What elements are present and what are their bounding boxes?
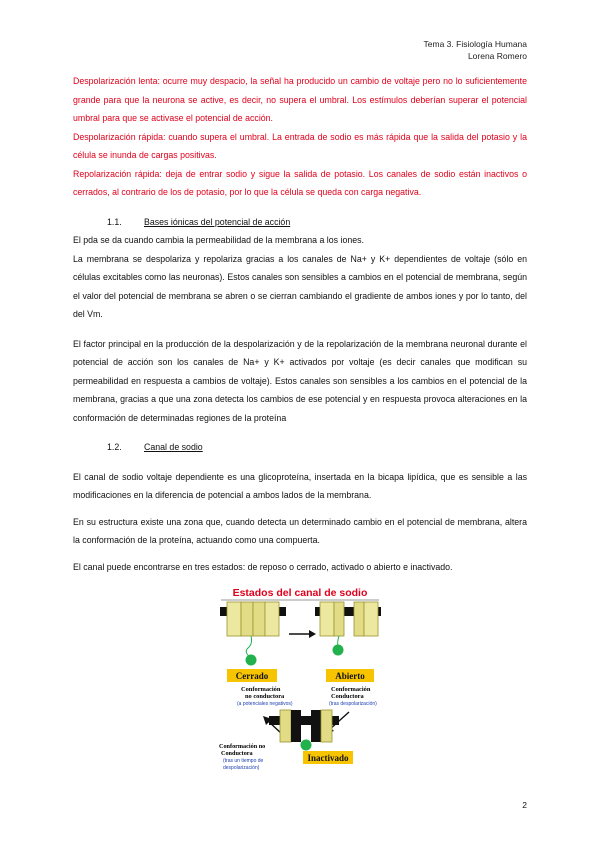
- channel-subunit: [241, 602, 253, 636]
- paragraph-slow-depolarization: Despolarización lenta: ocurre muy despacio, la señal ha producido un cambio de voltaje pero no lo suficientemente grande para que la neurona se active, es decir, no supera el umbral. Los estímulos deberían superar el potencial umbral para que se activase el potencial de acción.: [73, 76, 527, 123]
- inactive-desc-1: Conformación no: [219, 743, 266, 750]
- paragraph-fast-depolarization: Despolarización rápida: cuando supera el umbral. La entrada de sodio es más rápida que la salida del potasio y la célula se inunda de cargas positivas.: [73, 131, 527, 160]
- paragraph-pda: El pda se da cuando cambia la permeabilidad de la membrana a los iones.: [73, 235, 364, 245]
- gate-tether: [246, 636, 251, 656]
- channel-subunit: [280, 710, 291, 742]
- section-title: Canal de sodio: [144, 442, 203, 452]
- page-header: [424, 38, 527, 62]
- closed-desc-1: Conformación: [241, 686, 281, 693]
- gate-ball: [246, 655, 257, 666]
- inactive-label-box: [303, 751, 353, 764]
- paragraph-fast-repolarization: Repolarización rápida: deja de entrar sodio y sigue la salida de potasio. Los canales de sodio están inactivos o cerrados, al contrario de los de potasio, por lo que la célula se queda con carga negativa.: [73, 168, 527, 197]
- paragraph-sodium-channel: El canal de sodio voltaje dependiente es una glicoproteína, insertada en la bicapa lipídica, que es sensible a las modificaciones en la diferencia de potencial a ambos lados de la membrana.: [73, 471, 527, 500]
- closed-channel: [220, 602, 286, 666]
- channel-subunit-dark: [311, 710, 321, 742]
- gate-tether: [338, 636, 339, 646]
- open-note: (tras despolarización): [329, 701, 377, 707]
- open-channel: [315, 602, 381, 656]
- inactive-channel: [269, 710, 339, 751]
- section-title: Bases iónicas del potencial de acción: [144, 216, 291, 227]
- page-number: 2: [522, 800, 527, 810]
- header-author: Lorena Romero: [467, 51, 527, 61]
- closed-label: Cerrado: [235, 671, 269, 681]
- closed-desc-2: no conductora: [245, 693, 285, 700]
- section-heading-1-2: [73, 438, 527, 457]
- channel-subunit: [364, 602, 378, 636]
- channel-subunit: [321, 710, 332, 742]
- paragraph-main-factor: El factor principal en la producción de la despolarización y de la repolarización de la membrana neuronal durante el potencial de acción son los canales de Na+ y K+ activados por voltaje (es decir canales que modifican su permeabilidad en respuesta a cambios de voltaje). Estos canales son sensibles a los cambios en el potencial de la membrana, gracias a que una zona detecta los cambios de ese potencial y en respuesta provoca alteraciones en la conformación de determinadas regiones de la proteína: [73, 338, 527, 423]
- header-course: Tema 3. Fisiología Humana: [423, 39, 527, 49]
- channel-subunit: [334, 602, 344, 636]
- paragraph-three-states: El canal puede encontrarse en tres estados: de reposo o cerrado, activado o abierto e inactivado.: [73, 561, 453, 572]
- sodium-channel-figure: [217, 584, 383, 776]
- inactive-note-1: (tras un tiempo de: [223, 758, 264, 764]
- channel-subunit: [265, 602, 279, 636]
- gate-ball: [301, 740, 312, 751]
- closed-note: (a potenciales negativos): [237, 701, 293, 707]
- section-heading-1-1: [73, 213, 527, 232]
- inactive-label: Inactivado: [307, 753, 349, 763]
- section-number: 1.1.: [107, 216, 122, 227]
- inactive-note-2: despolarización): [223, 765, 260, 771]
- channel-subunit: [253, 602, 265, 636]
- figure-title: Estados del canal de sodio: [232, 587, 368, 599]
- channel-subunit: [320, 602, 334, 636]
- open-label-box: [326, 669, 374, 682]
- inactive-desc-2: Conductora: [221, 750, 253, 757]
- gate-ball: [333, 645, 344, 656]
- channel-subunit-dark: [291, 710, 301, 742]
- closed-label-box: [227, 669, 277, 682]
- open-desc-2: Conductora: [331, 693, 364, 700]
- open-label: Abierto: [335, 671, 365, 681]
- open-desc-1: Conformación: [331, 686, 371, 693]
- section-number: 1.2.: [107, 442, 122, 452]
- paragraph-membrane-channels: La membrana se despolariza y repolariza gracias a los canales de Na+ y K+ dependientes de voltaje (sólo en células excitables como las neuronas). Estos canales son sensibles a cambios en el potencial de membrana, según el valor del potencial de membrana se abren o se cierran cambiando el gradiente de ambos iones y por lo tanto, del del Vm.: [73, 253, 527, 319]
- paragraph-structure: En su estructura existe una zona que, cuando detecta un determinado cambio en el potencial de membrana, altera la conformación de la proteína, actuando como una compuerta.: [73, 516, 527, 545]
- arrow-head: [309, 630, 316, 638]
- page-content: [73, 72, 527, 776]
- channel-subunit: [354, 602, 364, 636]
- channel-subunit: [227, 602, 241, 636]
